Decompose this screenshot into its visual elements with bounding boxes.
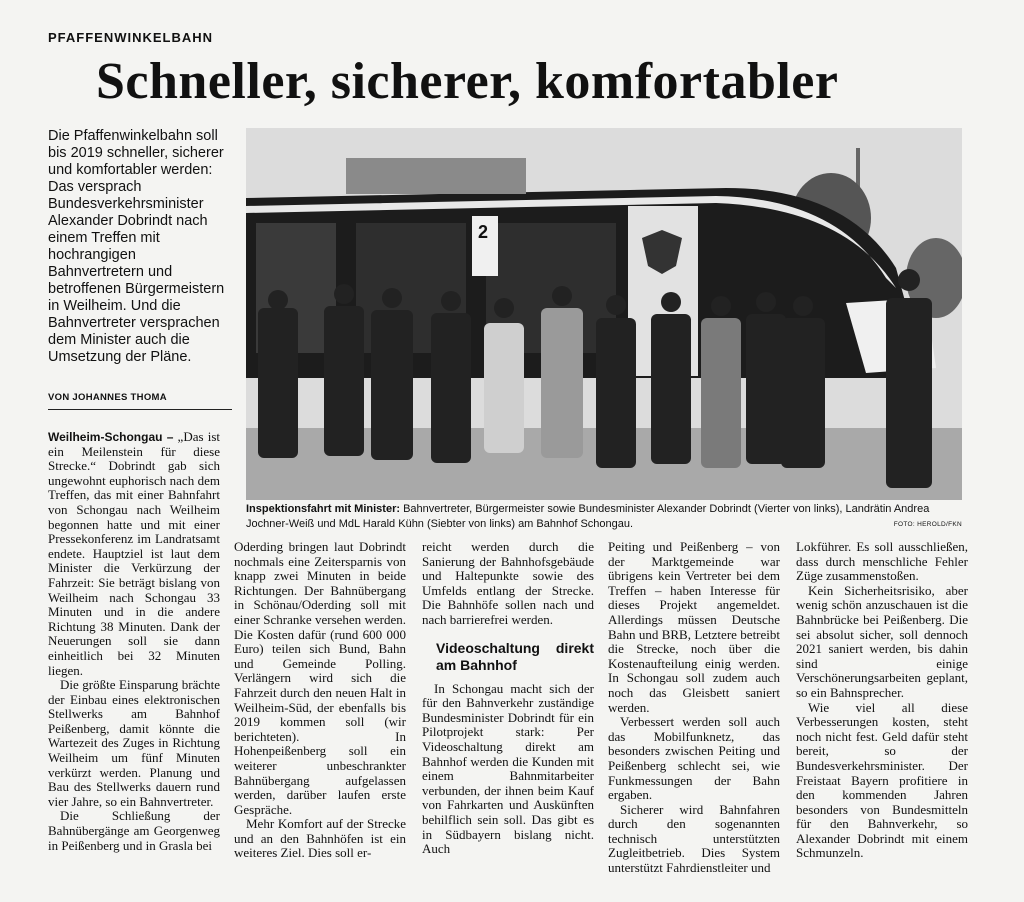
paragraph: Kein Sicherheitsrisiko, aber wenig schön anzuschauen ist die Bahnbrücke bei Peißenberg. Die sei absolut sicher, soll dennoch 2021 saniert werden, bis dahin sind einige Verschönerungsarbeiten geplant, so ein Bahnsprecher. bbox=[796, 582, 968, 700]
paragraph: „Das ist ein Meilenstein für diese Strecke.“ Dobrindt gab sich ungewohnt euphorisch nach dem Treffen, das mit einer Bahnfahrt von Schongau nach Weilheim begonnen hatte und mit einer Pressekonferenz im Landratsamt endete. Hauptziel ist laut dem Minister die Verkürzung der Fahrzeit: Sie beträgt bislang von Weilheim nach Schongau 33 Minuten und in die andere Richtung 38 Minuten. Dank der Neuerungen soll sie dann einheitlich bei 32 Minuten liegen. bbox=[48, 429, 220, 678]
car-number: 2 bbox=[478, 222, 489, 242]
subheading: Videoschaltung direkt am Bahnhof bbox=[436, 639, 594, 673]
column-4 bbox=[608, 540, 780, 876]
paragraph: Peiting und Peißenberg – von der Marktgemeinde war übrigens kein Vertreter bei dem Treffen – haben Interesse für dieses Projekt angemeldet. Allerdings müssen Deutsche Bahn und BRB, Letztere betreibt die Strecke, noch über die Kostenaufteilung einig werden. In Schongau soll zudem auch noch das Gleisbett saniert werden. bbox=[608, 539, 780, 715]
paragraph: Sicherer wird Bahnfahren durch den sogenannten technisch unterstützten Zugleitbetrieb. Dies System unterstützt Fahrdienstleiter und bbox=[608, 801, 780, 876]
paragraph: Lokführer. Es soll ausschließen, dass durch menschliche Fehler Züge zusammenstoßen. bbox=[796, 539, 968, 584]
column-5 bbox=[796, 540, 968, 861]
column-2 bbox=[234, 540, 406, 861]
column-1 bbox=[48, 430, 220, 853]
caption-lead: Inspektionsfahrt mit Minister: bbox=[246, 503, 401, 515]
paragraph: Mehr Komfort auf der Strecke und an den Bahnhöfen ist ein weiteres Ziel. Dies soll er- bbox=[234, 816, 406, 861]
paragraph: Verbessert werden soll auch das Mobilfunknetz, das besonders zwischen Peiting und Peißenberg schlecht sei, wie Funkmessungen der Bahn ergaben. bbox=[608, 714, 780, 803]
dateline: Weilheim-Schongau – bbox=[48, 430, 174, 444]
kicker: PFAFFENWINKELBAHN bbox=[48, 30, 214, 45]
paragraph: In Schongau macht sich der für den Bahnverkehr zuständige Bundesminister Dobrindt für ein Pilotprojekt stark: Per Videoschaltung direkt am Bahnhof werden die Kunden mit einem Bahnmitarbeiter verbunden, der ihnen beim Kauf von Fahrkarten und Auskünften behilflich sein soll. Das gibt es in Südbayern bislang nicht. Auch bbox=[422, 680, 594, 857]
roof-equipment bbox=[346, 158, 526, 194]
photo-illustration bbox=[246, 128, 962, 500]
paragraph: Die größte Einsparung brächte der Einbau eines elektronischen Stellwerks am Bahnhof Peißenberg, damit könnte die Wartezeit des Zuges in Richtung Weilheim um fünf Minuten verkürzt werden. Planung und Bau des Stellwerks dauern rund vier Jahre, so ein Bahnvertreter. bbox=[48, 677, 220, 809]
article-photo bbox=[246, 128, 962, 500]
headline: Schneller, sicherer, komfortabler bbox=[96, 53, 839, 110]
column-3 bbox=[422, 540, 594, 857]
paragraph: Wie viel all diese Verbesserungen kosten, steht noch nicht fest. Geld dafür steht bereit, so der Bundesverkehrsminister. Der Freistaat Bayern profitiere in den kommenden Jahren besonders von Bundesmitteln für den Bahnverkehr, so Alexander Dobrindt mit einem Schmunzeln. bbox=[796, 699, 968, 861]
paragraph: Oderding bringen laut Dobrindt nochmals eine Zeitersparnis von knapp zwei Minuten in beide Richtungen. Der Bahnübergang in Schönau/Oderding soll mit einer Schranke versehen werden. Die Kosten dafür (rund 600 000 Euro) teilen sich Bund, Bahn und Gemeinde Polling. Verlängern wird sich die Fahrzeit durch den neuen Halt in Weilheim-Süd, der ebenfalls bis 2019 kommen soll (wir berichteten). In Hohenpeißenberg soll ein weiterer unbeschrankter Bahnübergang aufgelassen werden, darüber laufen erste Gespräche. bbox=[234, 539, 406, 817]
paragraph: reicht werden durch die Sanierung der Bahnhofsgebäude und Haltepunkte sowie des Umfelds entlang der Strecke. Die Bahnhöfe sollen nach und nach barrierefrei werden. bbox=[422, 539, 594, 627]
byline: VON JOHANNES THOMA bbox=[48, 392, 232, 410]
photo-caption bbox=[246, 502, 962, 532]
teaser: Die Pfaffenwinkelbahn soll bis 2019 schneller, sicherer und komfortabler werden: Das versprach Bundesverkehrsminister Alexander Dobrindt nach einem Treffen mit hochrangigen Bahnvertretern und betroffenen Bürgermeistern in Weilheim. Und die Bahnvertreter versprachen dem Minister auch die Umsetzung der Pläne. bbox=[48, 128, 225, 365]
photo-credit: FOTO: HEROLD/FKN bbox=[893, 521, 962, 528]
caption-text: Bahnvertreter, Bürgermeister sowie Bundesminister Alexander Dobrindt (Vierter von links), Landrätin Andrea Jochner-Weiß und MdL Harald Kühn (Siebter von links) am Bahnhof Schongau. bbox=[246, 503, 930, 530]
paragraph: Die Schließung der Bahnübergänge am Georgenweg in Peißenberg und in Grasla bei bbox=[48, 808, 220, 853]
